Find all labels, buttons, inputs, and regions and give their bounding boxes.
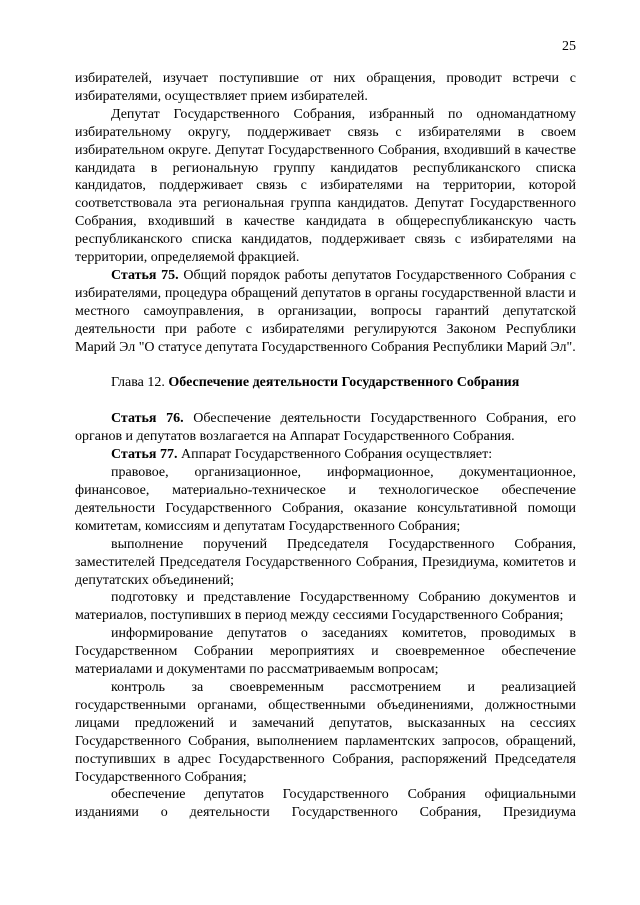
page-number: 25	[562, 39, 576, 54]
list-item-paragraph: выполнение поручений Председателя Государственного Собрания, заместителей Председателя Государственного Собрания, Президиума, комитетов и депутатских объединений;	[75, 536, 576, 588]
list-item-paragraph: правовое, организационное, информационное, документационное, финансовое, материально-техническое и технологическое обеспечение деятельности Государственного Собрания, оказание консультативной помощи комитетам, комиссиям и депутатам Государственного Собрания;	[75, 465, 576, 534]
article-label: Статья 77.	[111, 447, 178, 463]
chapter-label: Глава 12.	[111, 374, 169, 390]
article-text: Общий порядок работы депутатов Государственного Собрания с избирателями, процедура обращений депутатов в органы государственной власти и местного самоуправления, в организации, вопросы гарантий депутатской деятельности при работе с избирателями регулируются Законом Республики Марий Эл "О статусе депутата Государственного Собрания Республики Марий Эл".	[75, 267, 576, 355]
article-label: Статья 75.	[111, 267, 179, 283]
list-item-paragraph: информирование депутатов о заседаниях комитетов, проводимых в Государственном Собрании мероприятиях и своевременное обеспечение материалами и документами по рассматриваемым вопросам;	[75, 626, 576, 678]
article-label: Статья 76.	[111, 411, 184, 427]
list-item-paragraph: контроль за своевременным рассмотрением и реализацией государственными органами, общественными объединениями, должностными лицами предложений и замечаний депутатов, высказанных на сессиях Государственного Собрания, выполнением парламентских запросов, обращений, поступивших в адрес Государственного Собрания, распоряжений Председателя Государственного Собрания;	[75, 680, 576, 785]
article-text: Аппарат Государственного Собрания осуществляет:	[177, 447, 493, 463]
chapter-title: Обеспечение деятельности Государственного Собрания	[168, 374, 520, 390]
list-item-paragraph: подготовку и представление Государственному Собранию документов и материалов, поступивших в период между сессиями Государственного Собрания;	[75, 590, 576, 624]
article-paragraph	[75, 267, 576, 357]
paragraph: избирателей, изучает поступившие от них обращения, проводит встречи с избирателями, осуществляет прием избирателей.	[75, 71, 576, 104]
chapter-heading	[75, 374, 576, 392]
list-item-paragraph: обеспечение депутатов Государственного Собрания официальными изданиями о деятельности Государственного Собрания, Президиума	[75, 787, 576, 821]
article-paragraph	[75, 446, 576, 464]
paragraph: Депутат Государственного Собрания, избранный по одномандатному избирательному округу, поддерживает связь с избирателями в своем избирательном округе. Депутат Государственного Собрания, входивший в качестве кандидата в региональную группу кандидатов республиканского списка кандидатов, поддерживает связь с избирателями на территории, которой соответствовала эта региональная группа кандидатов. Депутат Государственного Собрания, входивший в качестве кандидата в общереспубликанскую часть республиканского списка кандидатов, поддерживает связь с избирателями на территории, определяемой фракцией.	[75, 106, 576, 266]
article-paragraph	[75, 410, 576, 446]
article-text: Обеспечение деятельности Государственного Собрания, его органов и депутатов возлагается на Аппарат Государственного Собрания.	[75, 411, 577, 445]
document-body	[75, 70, 576, 822]
